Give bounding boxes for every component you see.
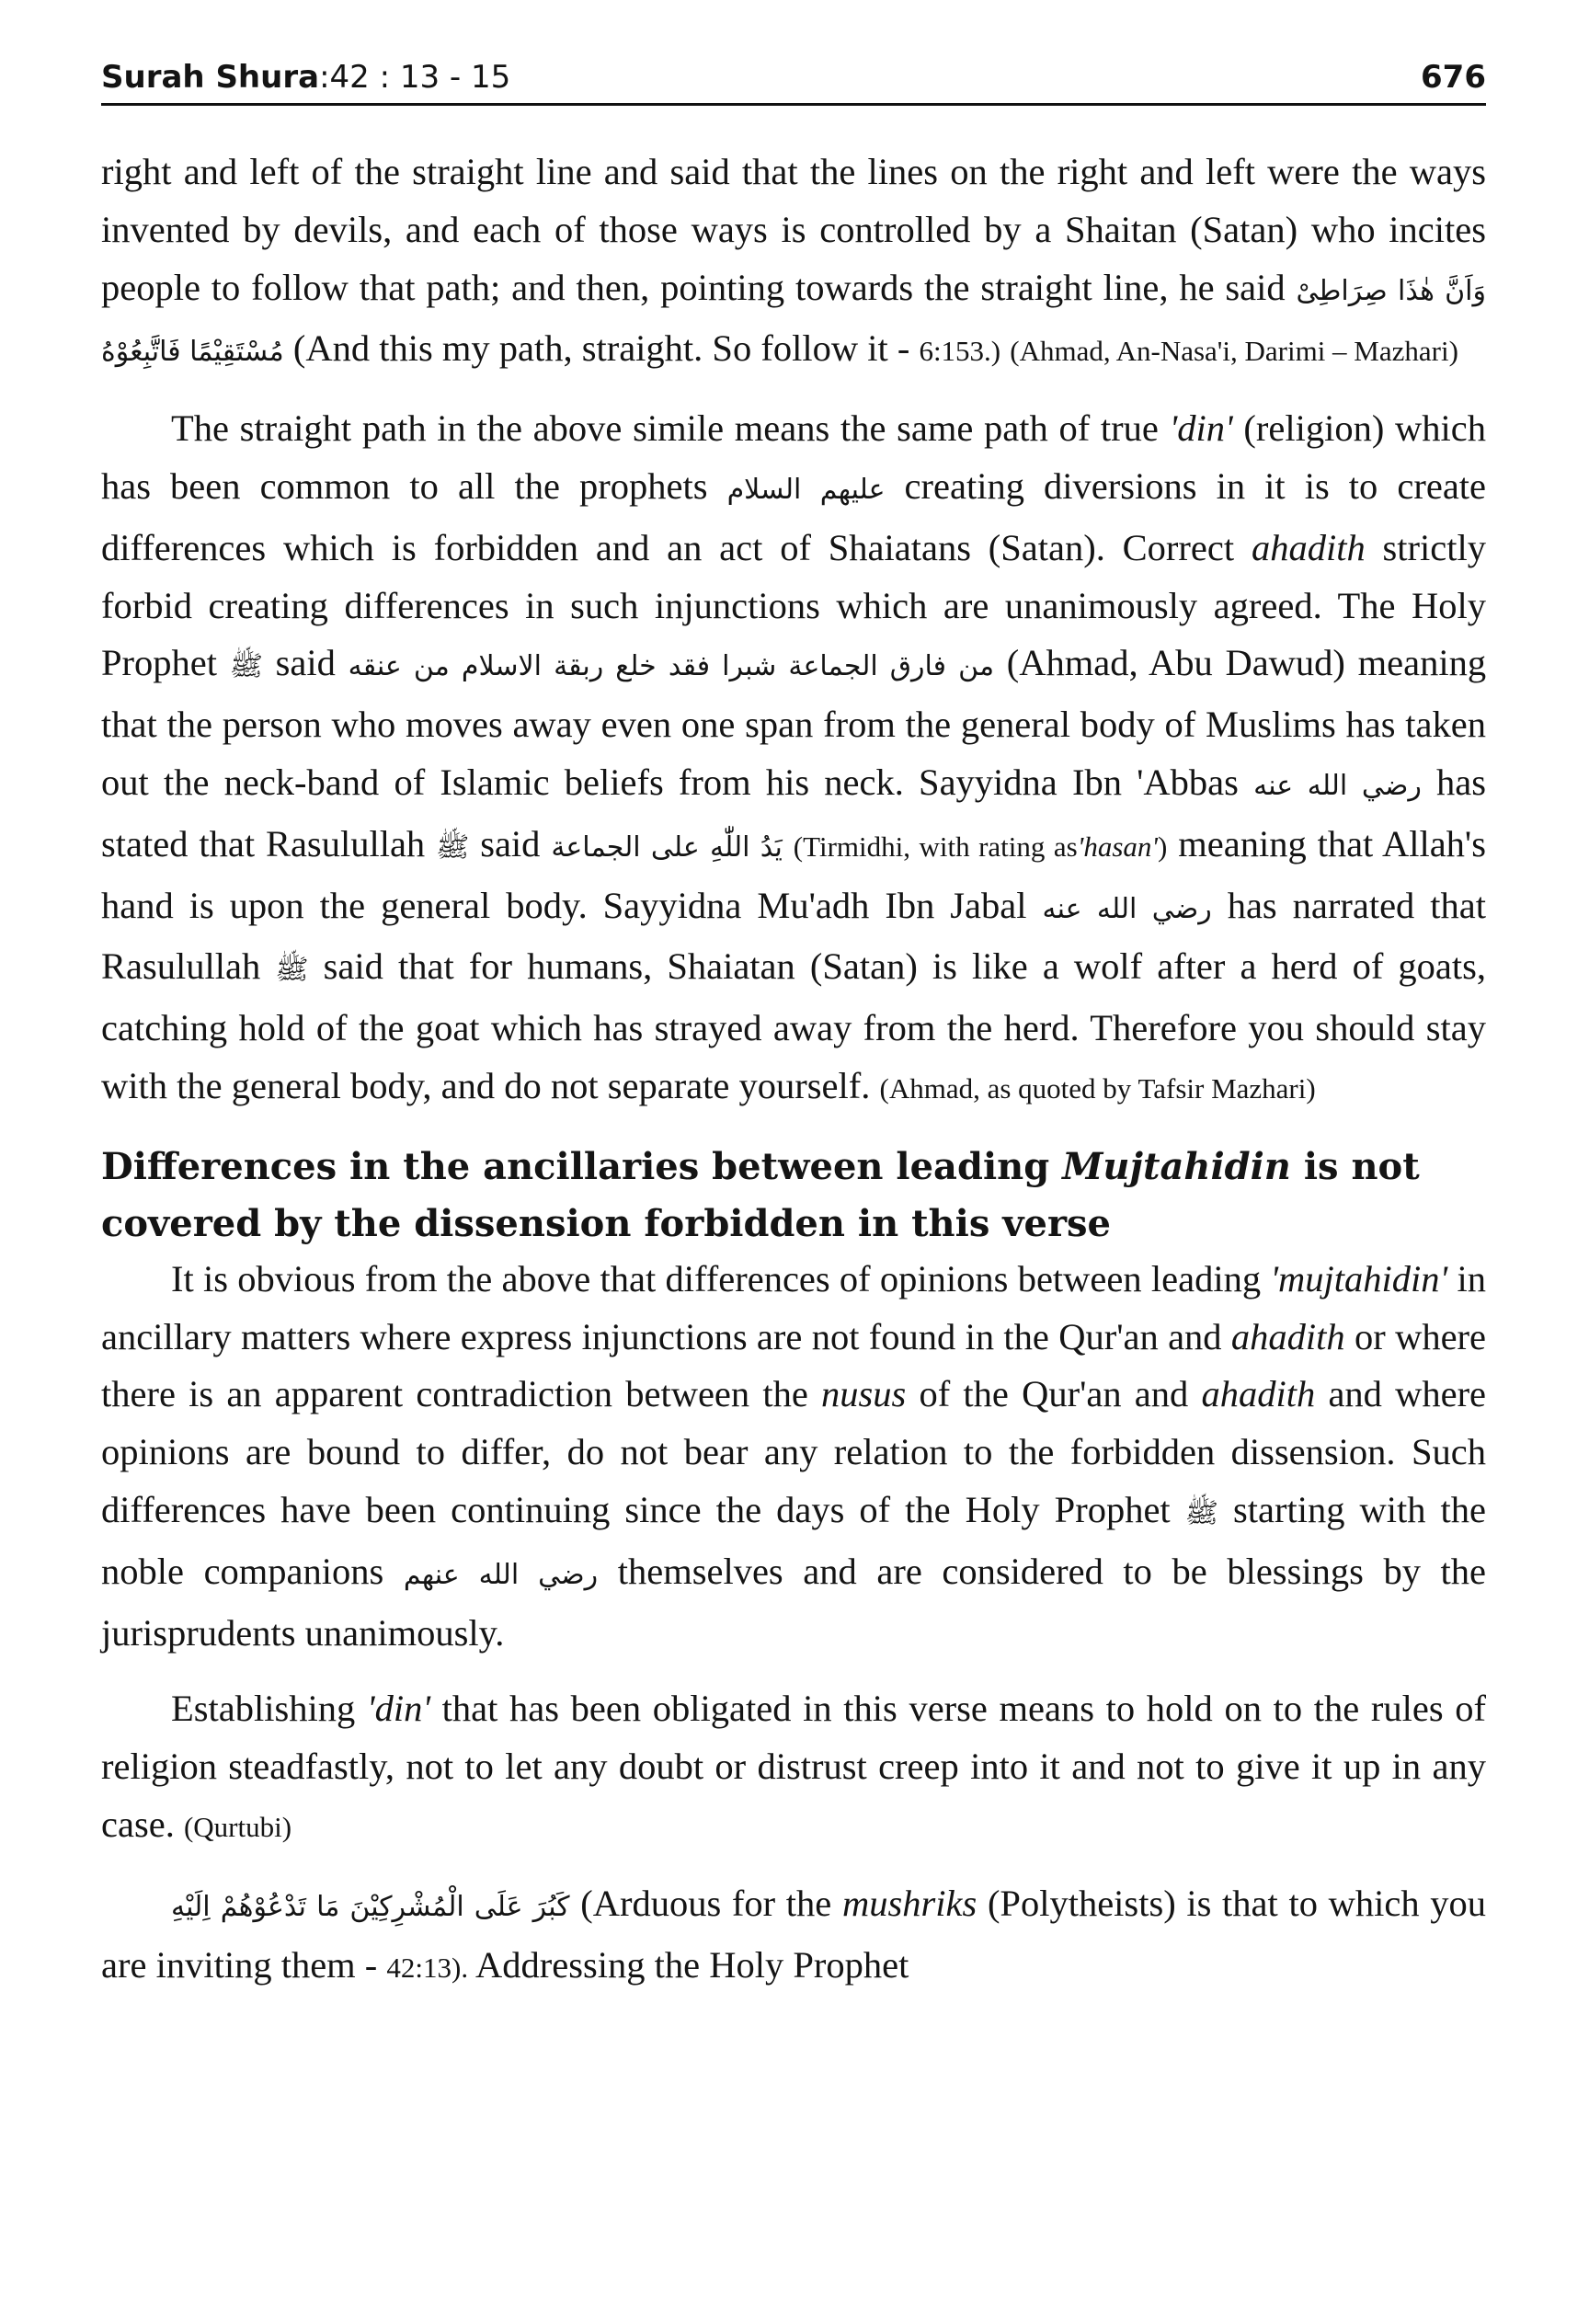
arabic-verse-42-13: كَبُرَ عَلَى الْمُشْرِكِيْنَ مَا تَدْعُوْهُمْ اِلَيْهِ bbox=[171, 1890, 570, 1923]
paragraph-4 bbox=[101, 1680, 1486, 1856]
honorific-pbuh-icon: ﷺ bbox=[1184, 1496, 1218, 1529]
term-mushriks: mushriks bbox=[841, 1882, 977, 1924]
p2-citation-2: (Ahmad, as quoted by Tafsir Mazhari) bbox=[879, 1071, 1316, 1105]
p3-text-5: and where opinions are bound to differ, do not bear any relation to the forbidden dissension. Such differences have been continuing since the days of the Holy Prophet bbox=[101, 1373, 1487, 1530]
p2-text-2: (religion) which has been common to all the prophets bbox=[101, 407, 1486, 507]
p3-text-6: starting with the noble companions bbox=[101, 1488, 1486, 1592]
p5-text-1: (Arduous for the bbox=[580, 1882, 832, 1924]
honorific-pbuh-icon: ﷺ bbox=[229, 650, 263, 683]
p1-verse-ref: 6:153.) bbox=[919, 335, 1001, 368]
p2-text-8: said bbox=[480, 822, 541, 864]
paragraph-5 bbox=[101, 1875, 1486, 1998]
p2-text-1: The straight path in the above simile means the same path of true bbox=[171, 407, 1159, 450]
heading-text-1: Differences in the ancillaries between leading bbox=[101, 1144, 1050, 1188]
arabic-hadith-1: من فارق الجماعة شبرا فقد خلع ربقة الاسلام من عنقه bbox=[348, 650, 995, 683]
p2-text-7: has stated that Rasulullah bbox=[101, 761, 1486, 864]
term-ahadith: ahadith bbox=[1251, 526, 1366, 568]
header-title bbox=[101, 59, 510, 96]
p5-text-2: (Polytheists) is that to which you are inviting them - bbox=[101, 1882, 1487, 1986]
p2-text-4: strictly forbid creating differences in such injunctions which are unanimously agreed. The Holy Prophet bbox=[101, 526, 1487, 684]
page bbox=[101, 55, 1487, 1986]
p2-text-3: creating diversions in it is to create differences which is forbidden and an act of Shaiatans (Satan). Correct bbox=[101, 464, 1487, 568]
paragraph-1 bbox=[101, 143, 1486, 382]
header-rule bbox=[101, 103, 1486, 106]
p3-text-3: or where there is an apparent contradiction between the bbox=[101, 1315, 1487, 1415]
honorific-ra-icon: رضي الله عنه bbox=[1253, 769, 1422, 802]
p2-text-5: said bbox=[275, 642, 336, 684]
p2-citation-1-end: ) bbox=[1158, 830, 1168, 863]
heading-term-mujtahidin: Mujtahidin bbox=[1062, 1144, 1291, 1188]
p3-text-1: It is obvious from the above that differences of opinions between leading bbox=[171, 1257, 1262, 1299]
honorific-prophets-icon: عليهم السلام bbox=[726, 473, 886, 506]
header-surah: Surah Shura bbox=[101, 59, 320, 96]
p3-text-4: of the Qur'an and bbox=[919, 1373, 1189, 1415]
p2-text-10: has narrated that Rasulullah bbox=[101, 884, 1487, 988]
p4-citation: (Qurtubi) bbox=[183, 1810, 292, 1843]
p4-text-1: Establishing bbox=[171, 1688, 356, 1730]
paragraph-3 bbox=[101, 1251, 1486, 1663]
p3-text-7: themselves and are considered to be blessings by the jurisprudents unanimously. bbox=[101, 1550, 1487, 1654]
header-verse-ref: :42 : 13 - 15 bbox=[319, 59, 511, 96]
p2-text-6: (Ahmad, Abu Dawud) meaning that the person who moves away even one span from the general body of Muslims has taken out the neck-band of Islamic beliefs from his neck. Sayyidna Ibn 'Abbas bbox=[101, 642, 1487, 803]
paragraph-2 bbox=[101, 400, 1486, 1118]
p2-citation-1: (Tirmidhi, with rating as bbox=[793, 830, 1078, 863]
honorific-pbuh-icon: ﷺ bbox=[436, 830, 470, 864]
p2-text-9: meaning that Allah's hand is upon the general body. Sayyidna Mu'adh Ibn Jabal bbox=[101, 822, 1486, 926]
p1-text: right and left of the straight line and said that the lines on the right and left were the ways invented by devils, and each of those ways is controlled by a Shaitan (Satan) who incites people to follow that path; and then, pointing towards the straight line, he said bbox=[101, 151, 1486, 308]
page-body bbox=[101, 143, 1486, 1997]
arabic-hadith-2: يَدُ اللّٰهِ على الجماعة bbox=[551, 830, 783, 864]
p2-text-11: said that for humans, Shaiatan (Satan) is like a wolf after a herd of goats, catching hold of the goat which has strayed away from the herd. Therefore you should stay with the general body, and do not separate yourself. bbox=[101, 945, 1487, 1106]
term-mujtahidin: 'mujtahidin' bbox=[1270, 1257, 1448, 1299]
term-hasan: 'hasan' bbox=[1077, 830, 1159, 863]
section-heading bbox=[101, 1139, 1486, 1253]
p5-text-3: Addressing the Holy Prophet bbox=[475, 1943, 909, 1986]
running-header bbox=[101, 55, 1486, 101]
term-nusus: nusus bbox=[821, 1373, 907, 1415]
arabic-verse-6-153: وَاَنَّ هٰذَا صِرَاطِىْ مُسْتَقِيْمًا فَاتَّبِعُوْهُ bbox=[101, 274, 1486, 369]
heading-text-2: is not covered by the dissension forbidden in this verse bbox=[101, 1144, 1420, 1245]
p4-text-2: that has been obligated in this verse means to hold on to the rules of religion steadfastly, not to let any doubt or distrust creep into it and not to give it up in any case. bbox=[101, 1688, 1487, 1845]
term-ahadith: ahadith bbox=[1201, 1373, 1316, 1415]
term-din: 'din' bbox=[1169, 407, 1233, 450]
honorific-pbuh-icon: ﷺ bbox=[275, 954, 309, 987]
term-din: 'din' bbox=[366, 1688, 430, 1730]
honorific-companions-icon: رضي الله عنهم bbox=[403, 1558, 599, 1591]
term-ahadith: ahadith bbox=[1230, 1315, 1345, 1357]
p1-citation: (Ahmad, An-Nasa'i, Darimi – Mazhari) bbox=[1010, 335, 1458, 368]
p1-text-2: (And this my path, straight. So follow it - bbox=[292, 327, 910, 370]
p5-verse-ref: 42:13). bbox=[386, 1951, 469, 1984]
honorific-ra-icon: رضي الله عنه bbox=[1042, 892, 1212, 925]
p3-text-2: in ancillary matters where express injunctions are not found in the Qur'an and bbox=[101, 1257, 1486, 1357]
page-number: 676 bbox=[1421, 59, 1486, 96]
